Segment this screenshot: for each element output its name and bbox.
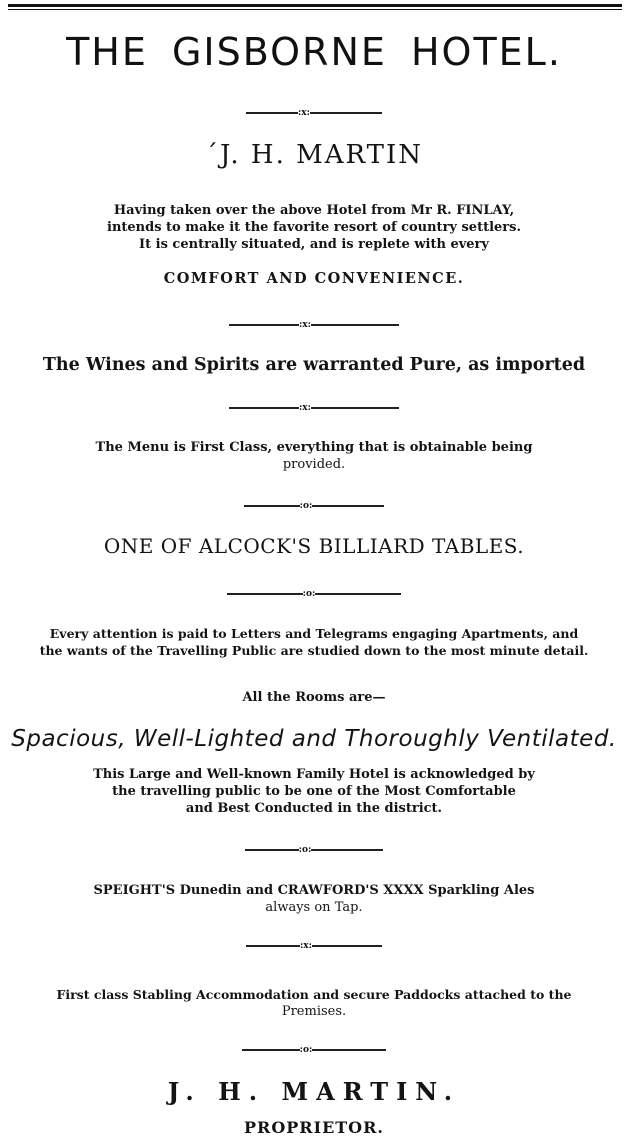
top-rule (8, 4, 622, 10)
intro-line-2: intends to make it the favorite resort of country settlers. (107, 220, 521, 235)
family-line-3: and Best Conducted in the district. (185, 801, 443, 816)
attention-line-2: the wants of the Travelling Public are studied down to the most minute detail. (39, 643, 589, 658)
stabling-line-2: Premises. (281, 1004, 347, 1019)
intro-line-3: It is centrally situated, and is replete with every (139, 237, 489, 252)
ornament-divider: :x: (0, 941, 628, 951)
rooms-intro: All the Rooms are— (242, 690, 386, 705)
comfort-heading: COMFORT AND CONVENIENCE. (163, 270, 465, 287)
family-line-2: the travelling public to be one of the Most Comfortable (112, 784, 516, 799)
ales-line-1: SPEIGHT'S Dunedin and CRAWFORD'S XXXX Sparkling Ales (93, 883, 535, 898)
billiards-heading: ONE OF ALCOCK'S BILLIARD TABLES. (103, 534, 525, 558)
stabling-line-1: First class Stabling Accommodation and secure Paddocks attached to the (56, 987, 572, 1002)
ornament-divider: :o: (0, 589, 628, 599)
family-line-1: This Large and Well-known Family Hotel is acknowledged by (93, 767, 535, 782)
rooms-description: Spacious, Well-Lighted and Thoroughly Ventilated. (11, 726, 617, 752)
signature-name: J. H. MARTIN. (167, 1077, 461, 1106)
ales-line-2: always on Tap. (265, 900, 363, 915)
ornament-divider: :o: (0, 501, 628, 511)
wines-line: The Wines and Spirits are warranted Pure, as imported (42, 355, 586, 375)
ornament-divider: :o: (0, 845, 628, 855)
intro-line-1: Having taken over the above Hotel from Mr R. FINLAY, (113, 203, 515, 218)
ornament-divider: :x: (0, 108, 628, 118)
hotel-name: THE GISBORNE HOTEL. (66, 30, 562, 74)
attention-line-1: Every attention is paid to Letters and Telegrams engaging Apartments, and (49, 626, 579, 641)
menu-line-2: provided. (282, 457, 346, 472)
signature-title: PROPRIETOR. (244, 1118, 384, 1137)
proprietor-heading: ´J. H. MARTIN (204, 140, 424, 170)
ornament-divider: :x: (0, 320, 628, 330)
ornament-divider: :x: (0, 403, 628, 413)
ornament-divider: :o: (0, 1045, 628, 1055)
menu-line-1: The Menu is First Class, everything that is obtainable being (95, 440, 533, 455)
